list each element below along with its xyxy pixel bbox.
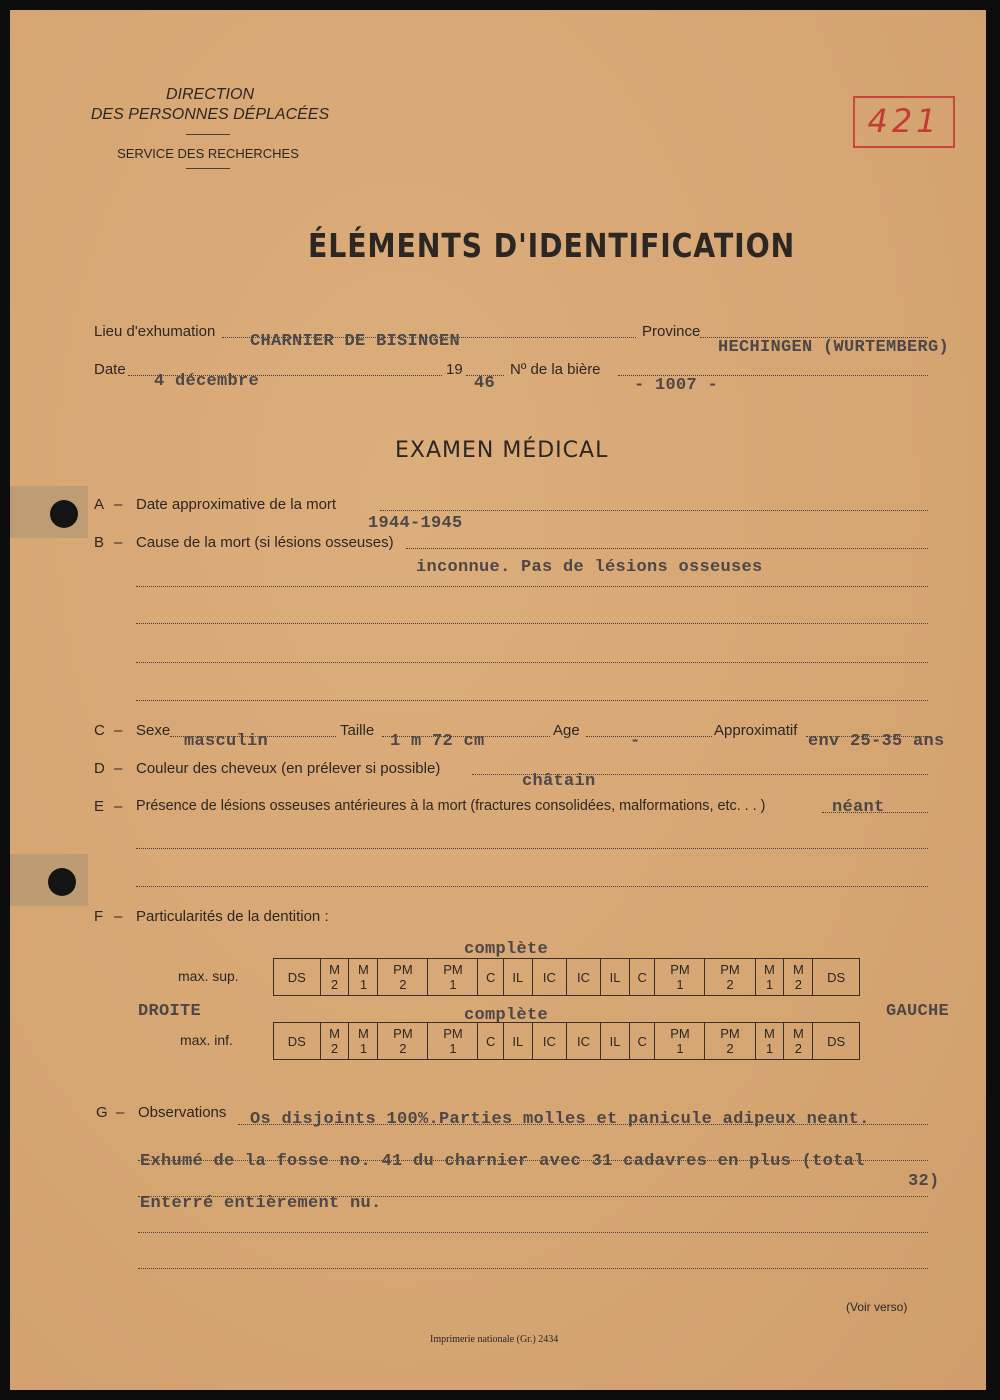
tooth-code: M <box>764 1026 775 1041</box>
lower-tooth-cell <box>349 1023 378 1060</box>
file-number-stamp: 421 <box>853 96 955 148</box>
tooth-code: M <box>358 1026 369 1041</box>
lower-tooth-cell <box>532 1023 566 1060</box>
observation-line-3: Enterré entièrement nu. <box>140 1194 382 1213</box>
header-personnes-deplacees: DES PERSONNES DÉPLACÉES <box>90 106 330 123</box>
approx-label: Approximatif <box>714 722 798 739</box>
item-d-value: châtain <box>522 772 596 791</box>
tooth-code: DS <box>827 1033 846 1049</box>
sexe-value: masculin <box>184 732 269 751</box>
lieu-label: Lieu d'exhumation <box>94 323 216 340</box>
age-value: - <box>630 732 641 751</box>
tooth-number: 1 <box>359 1041 368 1056</box>
upper-tooth-cell <box>630 959 655 996</box>
tooth-code: PM <box>443 1026 463 1041</box>
item-d-label: Couleur des cheveux (en prélever si possible) <box>136 760 441 777</box>
tooth-code: M <box>792 1026 804 1041</box>
punch-hole <box>50 500 78 528</box>
tooth-number: 1 <box>765 977 774 992</box>
header-service: SERVICE DES RECHERCHES <box>117 146 299 161</box>
tooth-code: PM <box>393 962 413 977</box>
tooth-code: PM <box>720 1026 740 1041</box>
tooth-code: IL <box>512 1033 524 1049</box>
upper-tooth-cell <box>813 959 860 996</box>
tooth-number: 1 <box>359 977 368 992</box>
date-label: Date <box>94 361 126 378</box>
biere-label: Nº de la bière <box>510 361 601 378</box>
tooth-code: M <box>792 962 804 977</box>
tooth-code: M <box>764 962 775 977</box>
item-b-value: inconnue. Pas de lésions osseuses <box>416 558 763 577</box>
upper-tooth-cell <box>320 959 349 996</box>
tooth-code: IC <box>577 969 591 985</box>
lower-teeth-table <box>273 1022 860 1060</box>
upper-tooth-cell <box>349 959 378 996</box>
tooth-number: 2 <box>399 1041 407 1056</box>
taille-value: 1 m 72 cm <box>390 732 485 751</box>
item-a-value: 1944-1945 <box>368 514 463 533</box>
upper-tooth-cell <box>478 959 503 996</box>
item-f-label: Particularités de la dentition : <box>136 908 329 925</box>
tooth-code: PM <box>670 962 690 977</box>
sexe-label: Sexe <box>136 722 171 739</box>
biere-value: - 1007 - <box>634 376 719 395</box>
lower-tooth-cell <box>601 1023 630 1060</box>
tooth-code: C <box>637 969 647 985</box>
year-prefix: 19 <box>446 361 463 378</box>
section-title: EXAMEN MÉDICAL <box>395 438 609 463</box>
observation-line-2: Exhumé de la fosse no. 41 du charnier avec 31 cadavres en plus (total <box>140 1152 865 1171</box>
document-sheet: DIRECTION DES PERSONNES DÉPLACÉES SERVICE DES RECHERCHES 421 ÉLÉMENTS D'IDENTIFICATION Lieu d'exhumation CHARNIER DE BISINGEN Province HECHINGEN (WURTEMBERG) Date 4 décembre 19 46 Nº de la bière - 1007 - EXAMEN MÉDICAL A – Date approximative de la mort 1944-1945 B – Cause de la mort (si lésions osseuses) inconnue. Pas de lésions osseuses C – Sexe masculin Taille 1 m 72 cm Age - Approximatif env 25-35 ans D – Couleur des cheveux (en prélever si possible) châtain E – Présence de lésions osseuses antérieures à la mort (fractures consolidées, malformations, etc. . . ) néant F – Particularités de la dentition : complète max. sup. DS M 2 M 1 PM 2 PM 1 C IL IC IC IL C PM 1 PM 2 M 1 M 2 DS DROITE GAUCHE complète max. inf. DS M 2 M 1 PM 2 PM 1 C IL IC IC IL C PM 1 PM 2 M 1 M 2 DS G – Observations Os disjoints 100%.Parties molles et panicule adipeux neant. Exhumé de la fosse no. 41 du charnier avec 31 cadavres en plus (total 32) Enterré entièrement nu. (Voir verso) Imprimerie nationale (Gr.) 2434 <box>10 10 986 1390</box>
tooth-code: IC <box>542 969 556 985</box>
lieu-value: CHARNIER DE BISINGEN <box>250 332 461 351</box>
item-b-label: Cause de la mort (si lésions osseuses) <box>136 534 394 551</box>
item-a-label: Date approximative de la mort <box>136 496 337 513</box>
tooth-code: DS <box>287 969 306 985</box>
upper-tooth-cell <box>784 959 813 996</box>
tooth-code: IL <box>512 969 524 985</box>
page-title: ÉLÉMENTS D'IDENTIFICATION <box>308 226 796 265</box>
tooth-code: DS <box>827 969 846 985</box>
item-a-letter: A <box>94 496 105 513</box>
observation-line-2-cont: 32) <box>908 1172 940 1191</box>
tooth-code: PM <box>670 1026 690 1041</box>
tooth-code: IC <box>542 1033 556 1049</box>
province-value: HECHINGEN (WURTEMBERG) <box>718 338 950 357</box>
upper-teeth-note: complète <box>464 940 549 959</box>
right-side-label: DROITE <box>138 1002 202 1021</box>
lower-tooth-cell <box>274 1023 321 1060</box>
tooth-number: 1 <box>676 1041 684 1056</box>
lower-tooth-cell <box>566 1023 600 1060</box>
lower-tooth-cell <box>655 1023 705 1060</box>
tooth-code: IL <box>609 1033 621 1049</box>
tooth-code: M <box>329 962 340 977</box>
taille-label: Taille <box>340 722 375 739</box>
item-c-letter: C <box>94 722 105 739</box>
tooth-number: 2 <box>399 977 407 992</box>
upper-jaw-label: max. sup. <box>178 968 239 984</box>
upper-tooth-cell <box>378 959 428 996</box>
tooth-number: 1 <box>676 977 684 992</box>
tooth-code: C <box>637 1033 647 1049</box>
tooth-code: C <box>485 969 496 985</box>
item-g-letter: G <box>96 1104 108 1121</box>
left-side-label: GAUCHE <box>886 1002 950 1021</box>
lower-tooth-cell <box>784 1023 813 1060</box>
province-label: Province <box>642 323 701 340</box>
tooth-number: 2 <box>330 977 339 992</box>
tooth-code: IC <box>577 1033 591 1049</box>
year-value: 46 <box>474 374 496 393</box>
punch-hole <box>48 868 76 896</box>
lower-tooth-cell <box>503 1023 532 1060</box>
lower-tooth-cell <box>705 1023 755 1060</box>
upper-teeth-table <box>273 958 860 996</box>
upper-tooth-cell <box>566 959 600 996</box>
item-b-letter: B <box>94 534 105 551</box>
tooth-number: 2 <box>726 1041 734 1056</box>
upper-tooth-cell <box>705 959 755 996</box>
lower-tooth-cell <box>428 1023 478 1060</box>
tooth-code: PM <box>720 962 740 977</box>
approx-value: env 25-35 ans <box>808 732 945 751</box>
date-value: 4 décembre <box>154 372 260 391</box>
tooth-number: 1 <box>765 1041 774 1056</box>
item-g-label: Observations <box>138 1104 227 1121</box>
tooth-code: C <box>485 1033 496 1049</box>
lower-jaw-label: max. inf. <box>180 1032 233 1048</box>
lower-tooth-cell <box>478 1023 503 1060</box>
tooth-number: 2 <box>330 1041 339 1056</box>
item-d-letter: D <box>94 760 105 777</box>
tooth-code: DS <box>287 1033 306 1049</box>
printer-imprint: Imprimerie nationale (Gr.) 2434 <box>430 1334 559 1345</box>
tooth-number: 2 <box>794 977 803 992</box>
observation-line-1: Os disjoints 100%.Parties molles et panicule adipeux neant. <box>250 1110 870 1129</box>
upper-tooth-cell <box>428 959 478 996</box>
tooth-number: 2 <box>794 1041 803 1056</box>
upper-tooth-cell <box>274 959 321 996</box>
lower-tooth-cell <box>630 1023 655 1060</box>
item-f-letter: F <box>94 908 104 925</box>
tooth-code: M <box>358 962 369 977</box>
upper-tooth-cell <box>655 959 705 996</box>
upper-tooth-cell <box>503 959 532 996</box>
header-direction: DIRECTION <box>166 86 254 103</box>
item-e-label: Présence de lésions osseuses antérieures à la mort (fractures consolidées, malformations, etc. . . ) <box>136 798 766 814</box>
age-label: Age <box>553 722 580 739</box>
tooth-number: 2 <box>726 977 734 992</box>
voir-verso: (Voir verso) <box>846 1300 908 1314</box>
item-e-value: néant <box>832 798 885 817</box>
tooth-code: M <box>329 1026 340 1041</box>
lower-tooth-cell <box>378 1023 428 1060</box>
item-e-letter: E <box>94 798 105 815</box>
tooth-number: 1 <box>449 977 457 992</box>
upper-tooth-cell <box>601 959 630 996</box>
upper-tooth-cell <box>755 959 784 996</box>
lower-tooth-cell <box>755 1023 784 1060</box>
tooth-number: 1 <box>449 1041 457 1056</box>
upper-tooth-cell <box>532 959 566 996</box>
lower-tooth-cell <box>813 1023 860 1060</box>
lower-tooth-cell <box>320 1023 349 1060</box>
tooth-code: IL <box>609 969 621 985</box>
lower-teeth-note: complète <box>464 1006 549 1025</box>
tooth-code: PM <box>393 1026 413 1041</box>
tooth-code: PM <box>443 962 463 977</box>
